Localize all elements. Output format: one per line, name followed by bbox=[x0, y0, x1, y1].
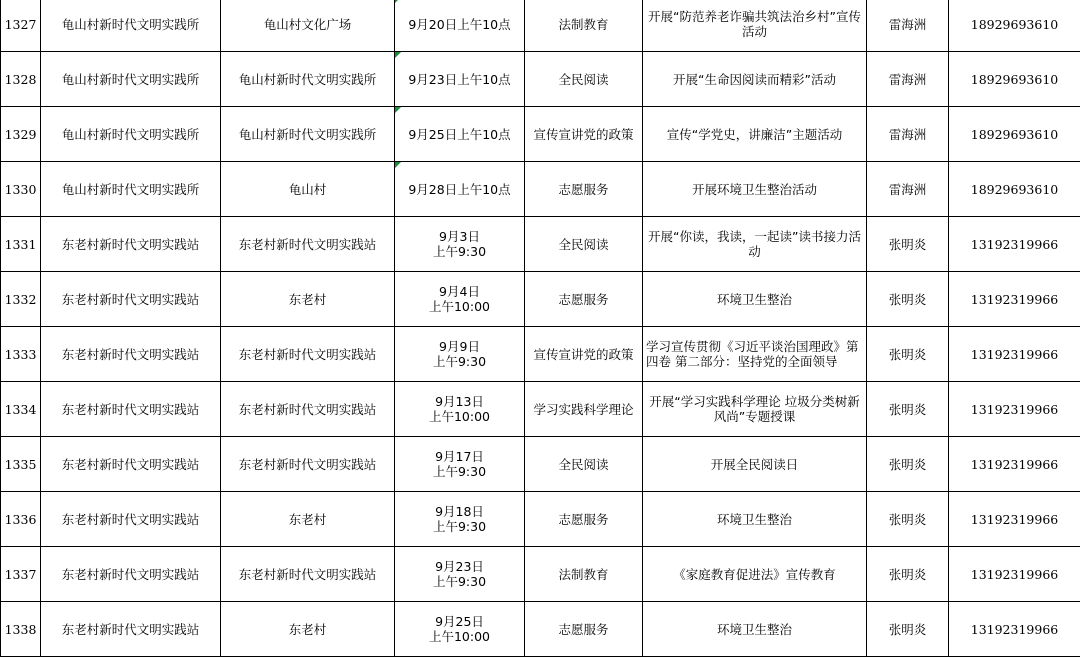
category-cell[interactable]: 志愿服务 bbox=[525, 272, 643, 327]
content-cell[interactable]: 开展“防范养老诈骗共筑法治乡村”宣传活动 bbox=[643, 0, 867, 52]
time-date: 9月18日 bbox=[435, 504, 484, 519]
place-cell[interactable]: 龟山村文化广场 bbox=[221, 0, 395, 52]
phone-cell[interactable]: 13192319966 bbox=[949, 272, 1080, 327]
row-number-cell[interactable]: 1332 bbox=[1, 272, 41, 327]
contact-person-cell[interactable]: 雷海洲 bbox=[867, 162, 949, 217]
unit-cell[interactable]: 龟山村新时代文明实践所 bbox=[41, 52, 221, 107]
place-cell[interactable]: 东老村新时代文明实践站 bbox=[221, 217, 395, 272]
time-date: 9月25日 bbox=[435, 614, 484, 629]
unit-cell[interactable]: 东老村新时代文明实践站 bbox=[41, 382, 221, 437]
row-number-cell[interactable]: 1328 bbox=[1, 52, 41, 107]
table-row bbox=[1, 382, 1080, 437]
cell-comment-marker bbox=[395, 52, 401, 58]
unit-cell[interactable]: 东老村新时代文明实践站 bbox=[41, 547, 221, 602]
cell-comment-marker bbox=[395, 0, 401, 3]
cell-comment-marker bbox=[395, 107, 401, 113]
time-cell[interactable] bbox=[395, 272, 525, 327]
time-date: 9月28日上午10点 bbox=[408, 181, 511, 197]
time-cell[interactable] bbox=[395, 0, 525, 52]
unit-cell[interactable]: 东老村新时代文明实践站 bbox=[41, 437, 221, 492]
content-cell[interactable]: 开展环境卫生整治活动 bbox=[643, 162, 867, 217]
content-cell[interactable]: 开展全民阅读日 bbox=[643, 437, 867, 492]
category-cell[interactable]: 法制教育 bbox=[525, 0, 643, 52]
time-of-day: 上午9:30 bbox=[432, 244, 487, 259]
category-cell[interactable]: 宣传宣讲党的政策 bbox=[525, 107, 643, 162]
unit-cell[interactable]: 东老村新时代文明实践站 bbox=[41, 602, 221, 657]
place-cell[interactable]: 龟山村新时代文明实践所 bbox=[221, 107, 395, 162]
contact-person-cell[interactable]: 雷海洲 bbox=[867, 107, 949, 162]
time-cell[interactable] bbox=[395, 602, 525, 657]
row-number-cell[interactable]: 1337 bbox=[1, 547, 41, 602]
place-cell[interactable]: 东老村 bbox=[221, 602, 395, 657]
phone-cell[interactable]: 18929693610 bbox=[949, 162, 1080, 217]
place-cell[interactable]: 东老村 bbox=[221, 272, 395, 327]
unit-cell[interactable]: 东老村新时代文明实践站 bbox=[41, 492, 221, 547]
phone-cell[interactable]: 13192319966 bbox=[949, 492, 1080, 547]
place-cell[interactable]: 东老村新时代文明实践站 bbox=[221, 382, 395, 437]
table-row bbox=[1, 162, 1080, 217]
time-cell[interactable] bbox=[395, 217, 525, 272]
unit-cell[interactable]: 东老村新时代文明实践站 bbox=[41, 217, 221, 272]
time-date: 9月23日上午10点 bbox=[408, 71, 511, 87]
content-cell[interactable]: 环境卫生整治 bbox=[643, 272, 867, 327]
time-cell[interactable] bbox=[395, 492, 525, 547]
table-row bbox=[1, 437, 1080, 492]
category-cell[interactable]: 全民阅读 bbox=[525, 217, 643, 272]
contact-person-cell[interactable]: 雷海洲 bbox=[867, 0, 949, 52]
cell-comment-marker bbox=[395, 162, 401, 168]
table-row bbox=[1, 52, 1080, 107]
table-row bbox=[1, 602, 1080, 657]
phone-cell[interactable]: 18929693610 bbox=[949, 107, 1080, 162]
category-cell[interactable]: 法制教育 bbox=[525, 547, 643, 602]
time-date: 9月13日 bbox=[435, 394, 484, 409]
table-row bbox=[1, 272, 1080, 327]
row-number-cell[interactable]: 1334 bbox=[1, 382, 41, 437]
place-cell[interactable]: 东老村 bbox=[221, 492, 395, 547]
unit-cell[interactable]: 龟山村新时代文明实践所 bbox=[41, 0, 221, 52]
row-number-cell[interactable]: 1333 bbox=[1, 327, 41, 382]
contact-person-cell[interactable]: 张明炎 bbox=[867, 327, 949, 382]
time-of-day: 上午10:00 bbox=[428, 299, 491, 314]
time-date: 9月23日 bbox=[435, 559, 484, 574]
content-cell[interactable]: 开展“学习实践科学理论 垃圾分类树新风尚”专题授课 bbox=[643, 382, 867, 437]
row-number-cell[interactable]: 1331 bbox=[1, 217, 41, 272]
time-of-day: 上午9:30 bbox=[432, 354, 487, 369]
content-cell[interactable]: 环境卫生整治 bbox=[643, 602, 867, 657]
phone-cell[interactable]: 18929693610 bbox=[949, 52, 1080, 107]
time-of-day: 上午9:30 bbox=[432, 464, 487, 479]
row-number-cell[interactable]: 1336 bbox=[1, 492, 41, 547]
unit-cell[interactable]: 龟山村新时代文明实践所 bbox=[41, 107, 221, 162]
content-cell[interactable]: 学习宣传贯彻《习近平谈治国理政》第四卷 第二部分：坚持党的全面领导 bbox=[643, 327, 867, 382]
time-of-day: 上午10:00 bbox=[428, 409, 491, 424]
time-of-day: 上午9:30 bbox=[432, 574, 487, 589]
table-row bbox=[1, 327, 1080, 382]
table-row bbox=[1, 107, 1080, 162]
row-number-cell[interactable]: 1329 bbox=[1, 107, 41, 162]
unit-cell[interactable]: 东老村新时代文明实践站 bbox=[41, 272, 221, 327]
table-row bbox=[1, 547, 1080, 602]
content-cell[interactable]: 开展“你读，我读，一起读”读书接力活动 bbox=[643, 217, 867, 272]
content-cell[interactable]: 环境卫生整治 bbox=[643, 492, 867, 547]
contact-person-cell[interactable]: 张明炎 bbox=[867, 217, 949, 272]
category-cell[interactable]: 全民阅读 bbox=[525, 437, 643, 492]
phone-cell[interactable]: 13192319966 bbox=[949, 602, 1080, 657]
time-cell[interactable] bbox=[395, 382, 525, 437]
unit-cell[interactable]: 龟山村新时代文明实践所 bbox=[41, 162, 221, 217]
place-cell[interactable]: 龟山村 bbox=[221, 162, 395, 217]
place-cell[interactable]: 东老村新时代文明实践站 bbox=[221, 547, 395, 602]
content-cell[interactable]: 《家庭教育促进法》宣传教育 bbox=[643, 547, 867, 602]
contact-person-cell[interactable]: 张明炎 bbox=[867, 437, 949, 492]
content-cell[interactable]: 宣传“学党史，讲廉洁”主题活动 bbox=[643, 107, 867, 162]
category-cell[interactable]: 志愿服务 bbox=[525, 602, 643, 657]
phone-cell[interactable]: 13192319966 bbox=[949, 382, 1080, 437]
contact-person-cell[interactable]: 张明炎 bbox=[867, 382, 949, 437]
row-number-cell[interactable]: 1338 bbox=[1, 602, 41, 657]
table-row bbox=[1, 0, 1080, 52]
time-cell[interactable] bbox=[395, 107, 525, 162]
place-cell[interactable]: 东老村新时代文明实践站 bbox=[221, 327, 395, 382]
category-cell[interactable]: 志愿服务 bbox=[525, 162, 643, 217]
time-date: 9月3日 bbox=[439, 229, 480, 244]
contact-person-cell[interactable]: 张明炎 bbox=[867, 492, 949, 547]
unit-cell[interactable]: 东老村新时代文明实践站 bbox=[41, 327, 221, 382]
row-number-cell[interactable]: 1330 bbox=[1, 162, 41, 217]
time-cell[interactable] bbox=[395, 547, 525, 602]
row-number-cell[interactable]: 1327 bbox=[1, 0, 41, 52]
contact-person-cell[interactable]: 张明炎 bbox=[867, 602, 949, 657]
contact-person-cell[interactable]: 张明炎 bbox=[867, 272, 949, 327]
time-date: 9月4日 bbox=[439, 284, 480, 299]
phone-cell[interactable]: 13192319966 bbox=[949, 327, 1080, 382]
category-cell[interactable]: 学习实践科学理论 bbox=[525, 382, 643, 437]
category-cell[interactable]: 全民阅读 bbox=[525, 52, 643, 107]
table-row bbox=[1, 217, 1080, 272]
phone-cell[interactable]: 13192319966 bbox=[949, 217, 1080, 272]
time-cell[interactable] bbox=[395, 162, 525, 217]
phone-cell[interactable]: 13192319966 bbox=[949, 437, 1080, 492]
time-cell[interactable] bbox=[395, 327, 525, 382]
category-cell[interactable]: 宣传宣讲党的政策 bbox=[525, 327, 643, 382]
time-date: 9月20日上午10点 bbox=[408, 16, 511, 32]
content-cell[interactable]: 开展“生命因阅读而精彩”活动 bbox=[643, 52, 867, 107]
contact-person-cell[interactable]: 雷海洲 bbox=[867, 52, 949, 107]
place-cell[interactable]: 东老村新时代文明实践站 bbox=[221, 437, 395, 492]
category-cell[interactable]: 志愿服务 bbox=[525, 492, 643, 547]
time-of-day: 上午10:00 bbox=[428, 629, 491, 644]
phone-cell[interactable]: 13192319966 bbox=[949, 547, 1080, 602]
time-cell[interactable] bbox=[395, 52, 525, 107]
table-row bbox=[1, 492, 1080, 547]
row-number-cell[interactable]: 1335 bbox=[1, 437, 41, 492]
time-date: 9月17日 bbox=[435, 449, 484, 464]
time-date: 9月25日上午10点 bbox=[408, 126, 511, 142]
time-cell[interactable] bbox=[395, 437, 525, 492]
phone-cell[interactable]: 18929693610 bbox=[949, 0, 1080, 52]
time-of-day: 上午9:30 bbox=[432, 519, 487, 534]
place-cell[interactable]: 龟山村新时代文明实践所 bbox=[221, 52, 395, 107]
time-date: 9月9日 bbox=[439, 339, 480, 354]
contact-person-cell[interactable]: 张明炎 bbox=[867, 547, 949, 602]
